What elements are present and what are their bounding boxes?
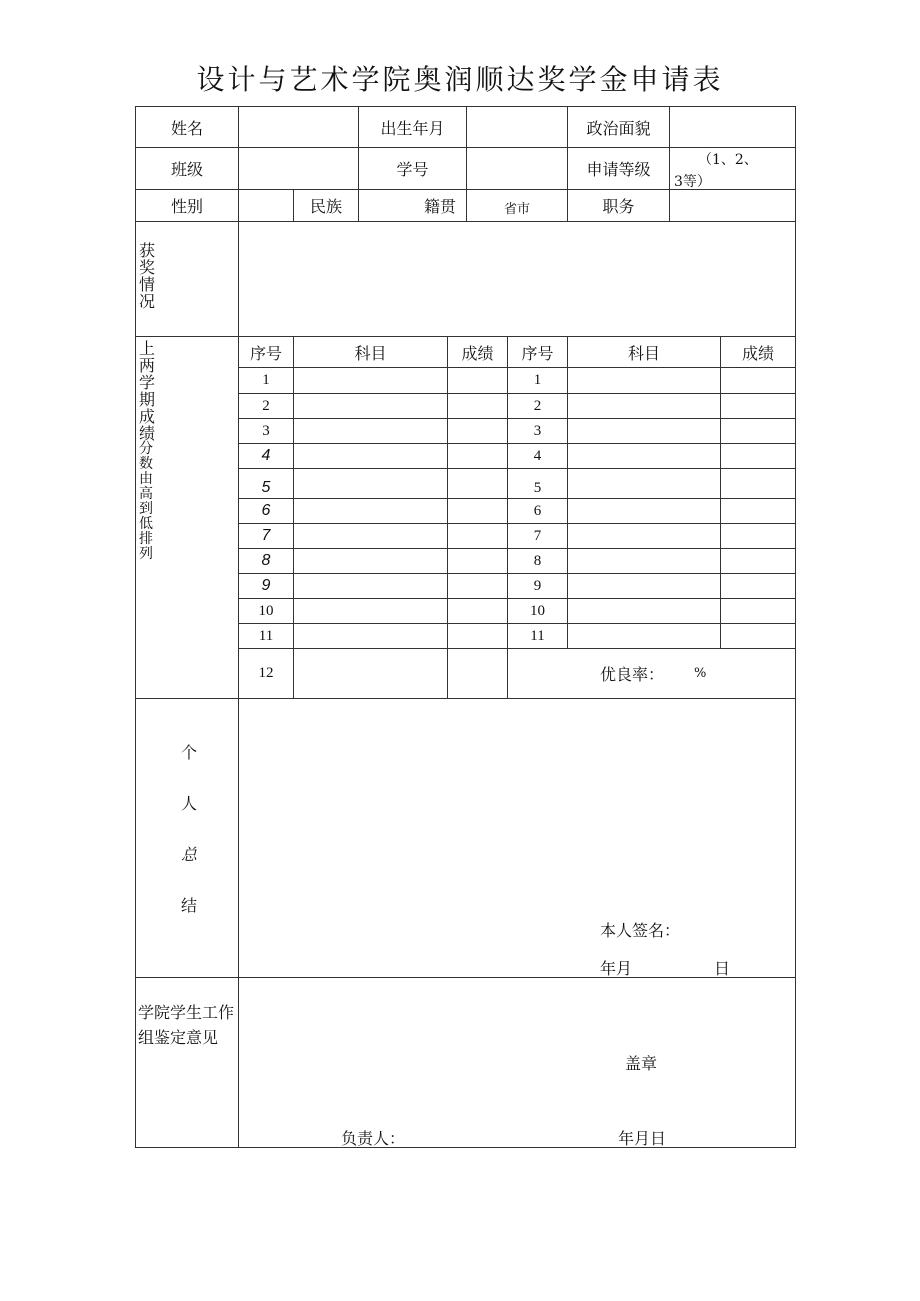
score-field[interactable] [447,523,508,549]
subject-field[interactable] [567,367,721,394]
gender-field[interactable] [238,189,294,222]
header-subject: 科目 [293,336,448,368]
subject-field[interactable] [293,367,448,394]
row-seq: 2 [238,393,294,419]
header-score: 成绩 [447,336,508,368]
seal-label: 盖章 [625,1054,658,1073]
score-field[interactable] [447,573,508,599]
score-field[interactable] [447,367,508,394]
score-field[interactable] [720,573,796,599]
score-field[interactable] [720,598,796,624]
gender-label: 性别 [135,189,239,222]
awards-label: 获奖情况 [139,241,156,311]
responsible-person-label: 负责人： [341,1129,406,1148]
student-id-field[interactable] [466,147,568,190]
class-label: 班级 [135,147,239,190]
native-place-label: 籍贯 [358,189,467,222]
subject-field[interactable] [293,598,448,624]
excellent-rate-percent[interactable]: % [694,666,707,681]
score-field[interactable] [447,443,508,469]
row-seq: 7 [238,523,294,549]
row-seq: 9 [238,573,294,599]
score-field[interactable] [447,393,508,419]
excellent-rate-label: 优良率： [600,665,665,684]
class-field[interactable] [238,147,359,190]
row-seq: 10 [238,598,294,624]
score-field[interactable] [447,548,508,574]
row-seq: 11 [507,623,568,649]
signature-label: 本人签名： [600,921,681,940]
level-field[interactable] [669,147,796,190]
subject-field[interactable] [567,598,721,624]
row-seq: 11 [238,623,294,649]
score-field[interactable] [720,468,796,499]
summary-label-char: 总 [181,847,198,864]
score-field[interactable] [447,468,508,499]
row-seq: 8 [238,548,294,574]
row-seq: 2 [507,393,568,419]
row-seq: 3 [507,418,568,444]
header-score: 成绩 [720,336,796,368]
birth-field[interactable] [466,106,568,148]
subject-field[interactable] [293,523,448,549]
grades-label-sub: 分数由高到低排列 [139,441,153,562]
row-seq: 12 [238,648,294,699]
row-seq: 10 [507,598,568,624]
score-field[interactable] [447,418,508,444]
header-subject: 科目 [567,336,721,368]
subject-field[interactable] [567,443,721,469]
level-label: 申请等级 [567,147,670,190]
row-seq: 9 [507,573,568,599]
form-title: 设计与艺术学院奥润顺达奖学金申请表 [196,63,724,96]
row-seq: 5 [238,468,294,499]
awards-label-cell [135,221,239,337]
subject-field[interactable] [293,573,448,599]
summary-field[interactable] [238,698,796,978]
summary-label-char: 结 [181,896,198,915]
awards-field[interactable] [238,221,796,337]
row-seq: 1 [238,367,294,394]
score-field[interactable] [720,623,796,649]
province-city-field[interactable]: 省市 [466,189,568,222]
subject-field[interactable] [293,393,448,419]
score-field[interactable] [720,367,796,394]
row-seq: 4 [507,443,568,469]
score-field[interactable] [447,623,508,649]
ethnicity-label: 民族 [293,189,359,222]
summary-label-char: 人 [181,794,198,813]
header-seq: 序号 [507,336,568,368]
opinion-field[interactable] [238,977,796,1148]
date-year-month: 年月 [600,959,633,978]
row-seq: 6 [238,498,294,524]
subject-field[interactable] [293,468,448,499]
date-day: 日 [714,959,731,978]
student-id-label: 学号 [358,147,467,190]
opinion-date: 年月日 [618,1129,667,1148]
name-label: 姓名 [135,106,239,148]
subject-field[interactable] [567,468,721,499]
score-field[interactable] [720,548,796,574]
row-seq: 6 [507,498,568,524]
position-field[interactable] [669,189,796,222]
subject-field[interactable] [293,623,448,649]
subject-field[interactable] [293,443,448,469]
score-field[interactable] [720,523,796,549]
position-label: 职务 [567,189,670,222]
subject-field[interactable] [293,548,448,574]
subject-field[interactable] [567,573,721,599]
score-field[interactable] [720,393,796,419]
score-field[interactable] [720,498,796,524]
level-hint: （1、2、3等） [674,152,758,190]
grades-label-main: 上两学期成绩 [139,339,156,443]
summary-label-char: 个 [181,743,198,762]
score-field[interactable] [720,443,796,469]
row-seq: 5 [507,468,568,499]
score-field[interactable] [447,648,508,699]
subject-field[interactable] [567,548,721,574]
name-field[interactable] [238,106,359,148]
subject-field[interactable] [293,418,448,444]
row-seq: 1 [507,367,568,394]
subject-field[interactable] [293,648,448,699]
excellent-rate-cell [507,648,796,699]
grades-label-cell [135,336,239,699]
subject-field[interactable] [567,393,721,419]
opinion-label-cell [135,977,239,1148]
subject-field[interactable] [567,523,721,549]
row-seq: 3 [238,418,294,444]
row-seq: 8 [507,548,568,574]
subject-field[interactable] [293,498,448,524]
row-seq: 4 [238,443,294,469]
row-seq: 7 [507,523,568,549]
political-label: 政治面貌 [567,106,670,148]
score-field[interactable] [447,598,508,624]
birth-label: 出生年月 [358,106,467,148]
opinion-label: 学院学生工作组鉴定意见 [138,1003,235,1047]
political-field[interactable] [669,106,796,148]
subject-field[interactable] [567,418,721,444]
score-field[interactable] [447,498,508,524]
score-field[interactable] [720,418,796,444]
header-seq: 序号 [238,336,294,368]
subject-field[interactable] [567,498,721,524]
subject-field[interactable] [567,623,721,649]
